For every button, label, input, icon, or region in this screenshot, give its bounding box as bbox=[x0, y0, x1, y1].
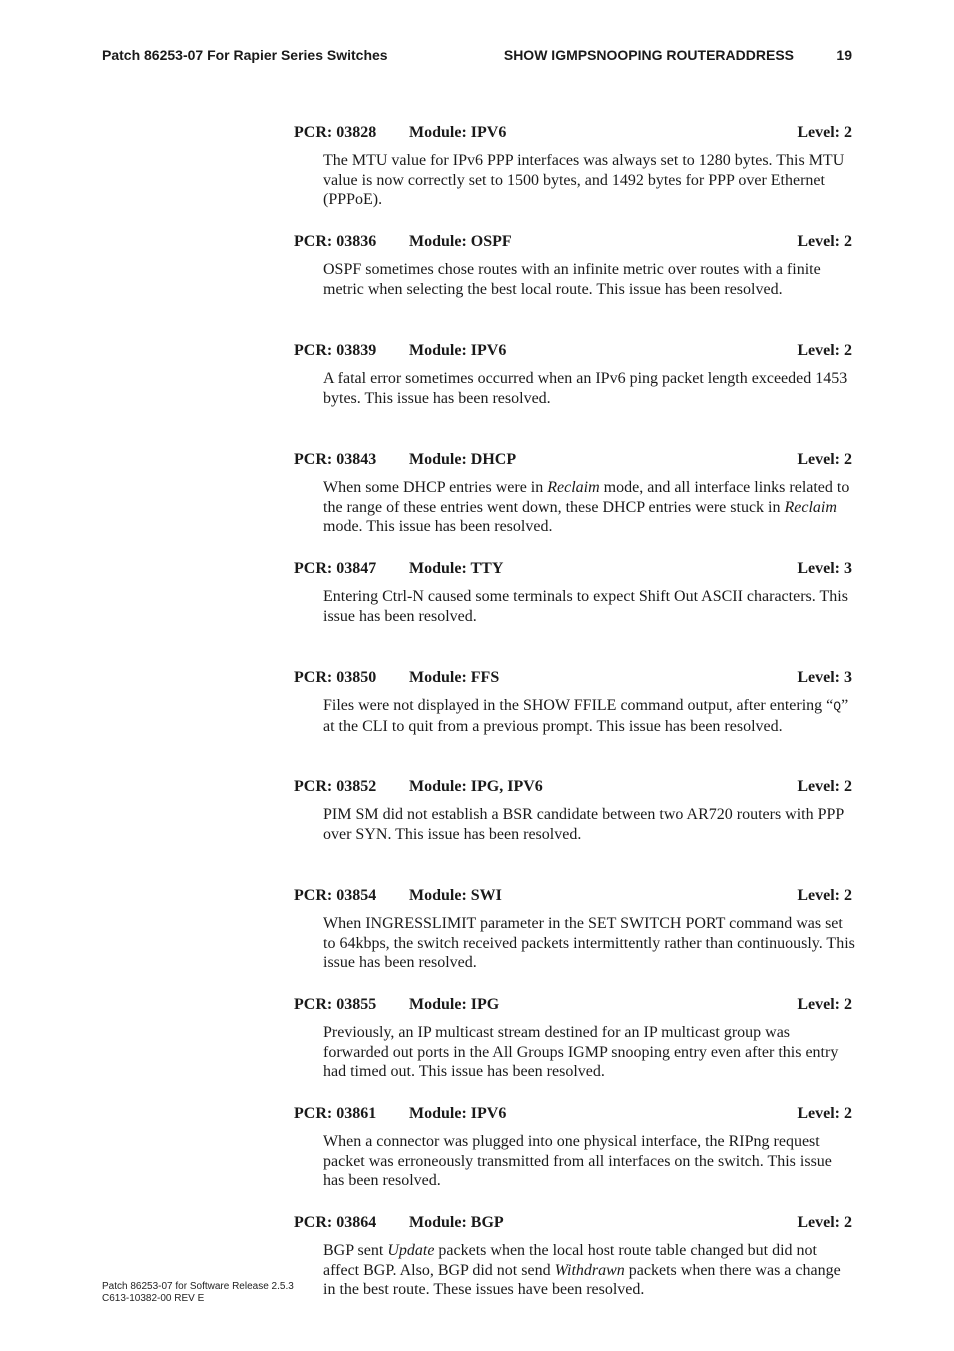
pcr-entry bbox=[294, 778, 854, 887]
pcr-module: Module: IPG, IPV6 bbox=[409, 778, 543, 795]
pcr-header bbox=[294, 233, 854, 253]
pcr-module: Module: IPG bbox=[409, 996, 500, 1013]
pcr-header bbox=[294, 778, 854, 798]
pcr-number: PCR: 03836 bbox=[294, 233, 377, 250]
pcr-description: BGP sent Update packets when the local host route table changed but did not affect BGP. Also, BGP did not send Withdrawn packets when there was a change in the best route. These issues have been resolved. bbox=[323, 1242, 841, 1298]
pcr-level: Level: 2 bbox=[797, 1105, 852, 1122]
pcr-module: Module: IPV6 bbox=[409, 1105, 507, 1122]
pcr-number: PCR: 03850 bbox=[294, 669, 377, 686]
pcr-number: PCR: 03828 bbox=[294, 124, 377, 141]
pcr-module: Module: DHCP bbox=[409, 451, 517, 468]
pcr-number: PCR: 03852 bbox=[294, 778, 377, 795]
pcr-description: The MTU value for IPv6 PPP interfaces was always set to 1280 bytes. This MTU value is now correctly set to 1500 bytes, and 1492 bytes for PPP over Ethernet (PPPoE). bbox=[323, 152, 845, 208]
emphasis: Reclaim bbox=[784, 498, 837, 516]
pcr-module: Module: TTY bbox=[409, 560, 504, 577]
pcr-number: PCR: 03843 bbox=[294, 451, 377, 468]
pcr-module: Module: BGP bbox=[409, 1214, 504, 1231]
emphasis: Withdrawn bbox=[554, 1261, 625, 1279]
command-key: Q bbox=[833, 699, 842, 714]
pcr-description: When a connector was plugged into one physical interface, the RIPng request packet was erroneously transmitted from all interfaces on the switch. This issue has been resolved. bbox=[323, 1133, 832, 1189]
section-title: SHOW IGMPSNOOPING ROUTERADDRESS bbox=[503, 47, 794, 63]
footer-release: Patch 86253-07 for Software Release 2.5.3 bbox=[102, 1281, 294, 1292]
pcr-header bbox=[294, 451, 854, 471]
pcr-number: PCR: 03854 bbox=[294, 887, 377, 904]
page-header bbox=[102, 47, 852, 67]
pcr-module: Module: FFS bbox=[409, 669, 500, 686]
pcr-description: Previously, an IP multicast stream destined for an IP multicast group was forwarded out ports in the All Groups IGMP snooping entry even after this entry had timed out. This issue has been resolved. bbox=[323, 1024, 839, 1080]
pcr-entry bbox=[294, 233, 854, 342]
pcr-level: Level: 3 bbox=[797, 669, 852, 686]
emphasis: Update bbox=[387, 1242, 435, 1259]
pcr-level: Level: 2 bbox=[797, 996, 852, 1013]
pcr-module: Module: IPV6 bbox=[409, 342, 507, 359]
pcr-header bbox=[294, 1214, 854, 1234]
pcr-level: Level: 2 bbox=[797, 342, 852, 359]
footer-doc-number: C613-10382-00 REV E bbox=[102, 1293, 205, 1304]
pcr-module: Module: OSPF bbox=[409, 233, 512, 250]
emphasis: Reclaim bbox=[547, 479, 600, 496]
pcr-entry bbox=[294, 1214, 854, 1323]
pcr-level: Level: 2 bbox=[797, 778, 852, 795]
pcr-number: PCR: 03864 bbox=[294, 1214, 377, 1231]
pcr-description: Files were not displayed in the SHOW FFILE command output, after entering “Q” at the CLI to quit from a previous prompt. This issue has been resolved. bbox=[323, 697, 849, 735]
pcr-header bbox=[294, 560, 854, 580]
pcr-module: Module: SWI bbox=[409, 887, 502, 904]
pcr-description: PIM SM did not establish a BSR candidate between two AR720 routers with PPP over SYN. This issue has been resolved. bbox=[323, 806, 844, 843]
pcr-entry bbox=[294, 124, 854, 233]
pcr-description: A fatal error sometimes occurred when an IPv6 ping packet length exceeded 1453 bytes. This issue has been resolved. bbox=[323, 370, 848, 407]
pcr-level: Level: 2 bbox=[797, 124, 852, 141]
pcr-level: Level: 2 bbox=[797, 451, 852, 468]
page-number: 19 bbox=[836, 47, 852, 63]
pcr-description: When some DHCP entries were in Reclaim mode, and all interface links related to the range of these entries went down, these DHCP entries were stuck in Reclaim mode. This issue has been resolved. bbox=[323, 479, 850, 535]
page-footer bbox=[102, 1281, 294, 1305]
pcr-entry bbox=[294, 887, 854, 996]
pcr-entry bbox=[294, 342, 854, 451]
pcr-description: Entering Ctrl-N caused some terminals to expect Shift Out ASCII characters. This issue has been resolved. bbox=[323, 588, 848, 625]
pcr-entry bbox=[294, 560, 854, 669]
pcr-list bbox=[294, 124, 854, 1323]
pcr-header bbox=[294, 996, 854, 1016]
pcr-level: Level: 2 bbox=[797, 1214, 852, 1231]
pcr-number: PCR: 03855 bbox=[294, 996, 377, 1013]
pcr-description: OSPF sometimes chose routes with an infinite metric over routes with a finite metric when selecting the best local route. This issue has been resolved. bbox=[323, 261, 821, 298]
pcr-header bbox=[294, 124, 854, 144]
pcr-header bbox=[294, 1105, 854, 1125]
pcr-entry bbox=[294, 996, 854, 1105]
pcr-number: PCR: 03861 bbox=[294, 1105, 377, 1122]
pcr-header bbox=[294, 887, 854, 907]
pcr-level: Level: 2 bbox=[797, 887, 852, 904]
pcr-level: Level: 3 bbox=[797, 560, 852, 577]
pcr-header bbox=[294, 669, 854, 689]
pcr-level: Level: 2 bbox=[797, 233, 852, 250]
pcr-entry bbox=[294, 1105, 854, 1214]
document-title: Patch 86253-07 For Rapier Series Switches bbox=[102, 47, 388, 63]
pcr-number: PCR: 03839 bbox=[294, 342, 377, 359]
pcr-entry bbox=[294, 669, 854, 778]
pcr-module: Module: IPV6 bbox=[409, 124, 507, 141]
pcr-entry bbox=[294, 451, 854, 560]
pcr-number: PCR: 03847 bbox=[294, 560, 377, 577]
pcr-description: When INGRESSLIMIT parameter in the SET SWITCH PORT command was set to 64kbps, the switch received packets intermittently rather than continuously. This issue has been resolved. bbox=[323, 915, 855, 971]
pcr-header bbox=[294, 342, 854, 362]
